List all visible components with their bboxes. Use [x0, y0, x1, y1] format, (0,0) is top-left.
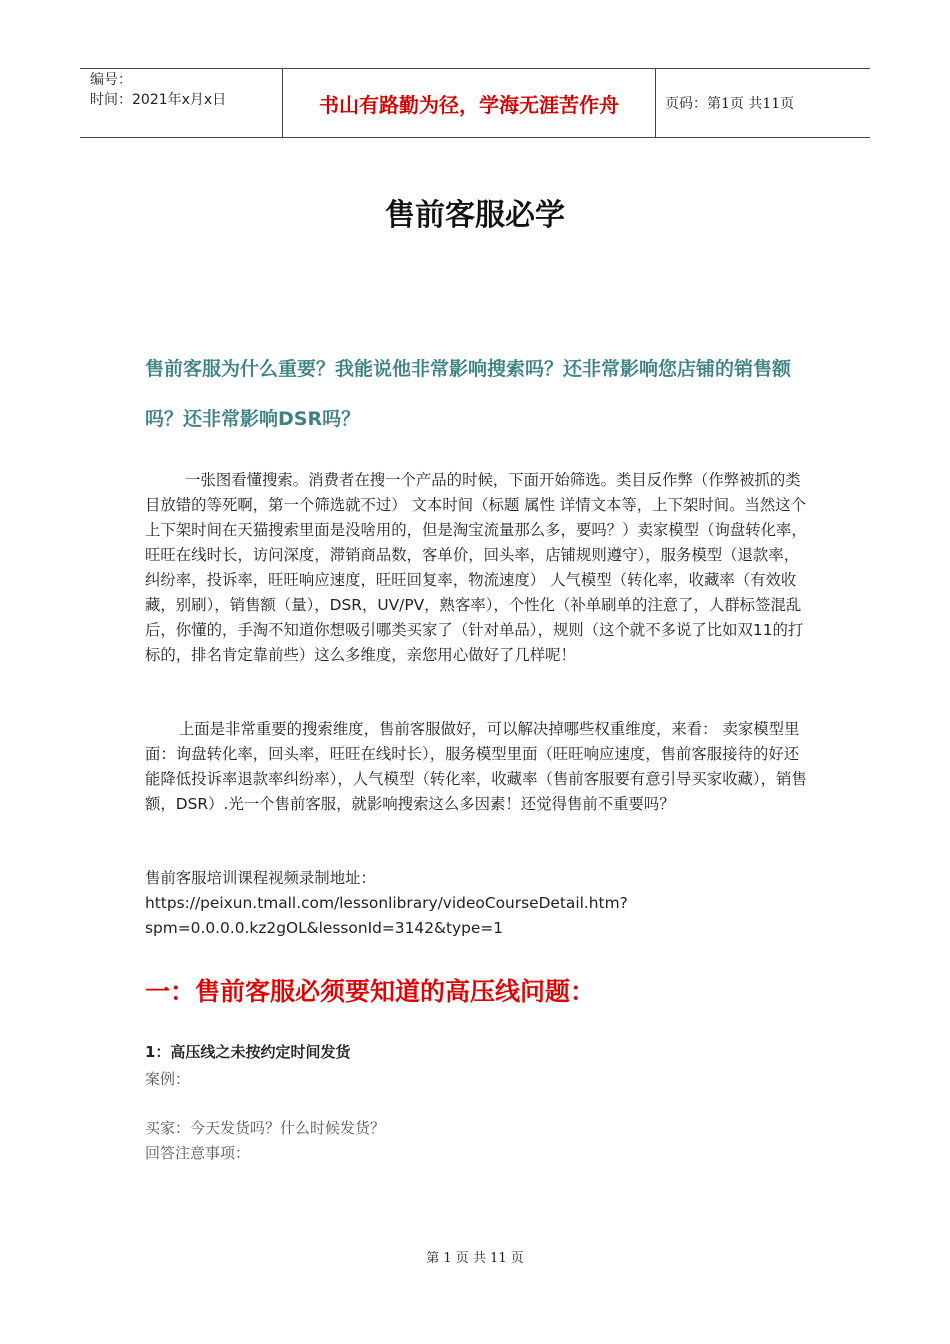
answer-notes-label: 回答注意事项：	[145, 1144, 251, 1162]
paragraph-presales-impact: 上面是非常重要的搜索维度，售前客服做好，可以解决掉哪些权重维度，来看： 卖家模型里面：询盘转化率，回头率，旺旺在线时长），服务模型里面（旺旺响应速度，售前客服接待的好还能降低投诉率退款率纠纷率），人气模型（转化率，收藏率（售前客服要有意引导买家收藏），销售额，DSR）.光一个售前客服，就影响搜索这么多因素！还觉得售前不重要吗？	[145, 720, 807, 813]
header-meta-cell	[80, 69, 283, 137]
section-heading: 一：售前客服必须要知道的高压线问题：	[145, 977, 596, 1006]
item-heading: 1：高压线之未按约定时间发货	[145, 1043, 351, 1061]
page-footer: 第 1 页 共 11 页	[426, 1251, 524, 1266]
training-link-paragraph: 售前客服培训课程视频录制地址：https://peixun.tmall.com/lessonlibrary/videoCourseDetail.htm?spm=0.0.0.0.kz2gOL&lessonId=3142&type=1	[145, 869, 628, 937]
paragraph-search-dimensions: 一张图看懂搜索。消费者在搜一个产品的时候，下面开始筛选。类目反作弊（作弊被抓的类目放错的等死啊，第一个筛选就不过） 文本时间（标题 属性 详情文本等，上下架时间。当然这个上下架时间在天猫搜索里面是没啥用的，但是淘宝流量那么多，要吗？）卖家模型（询盘转化率，旺旺在线时长，访问深度，滞销商品数，客单价，回头率，店铺规则遵守），服务模型（退款率，纠纷率，投诉率，旺旺响应速度，旺旺回复率，物流速度） 人气模型（转化率，收藏率（有效收藏，别刷），销售额（量），DSR，UV/PV，熟客率），个性化（补单刷单的注意了，人群标签混乱后，你懂的，手淘不知道你想吸引哪类买家了（针对单品），规则（这个就不多说了比如双11的打标的，排名肯定靠前些）这么多维度，亲您用心做好了几样呢！	[145, 471, 807, 664]
document-header	[80, 68, 870, 138]
time-label: 时间：2021年x月x日	[90, 92, 227, 108]
header-motto: 书山有路勤为径，学海无涯苦作舟	[283, 69, 656, 137]
case-label: 案例：	[145, 1070, 191, 1088]
document-title: 售前客服必学	[385, 198, 565, 233]
intro-heading: 售前客服为什么重要？我能说他非常影响搜索吗？还非常影响您店铺的销售额吗？还非常影响DSR吗？	[145, 358, 792, 430]
buyer-question: 买家：今天发货吗？什么时候发货？	[145, 1119, 386, 1137]
header-page-info: 页码：第1页 共11页	[665, 96, 795, 112]
code-label: 编号：	[90, 72, 132, 88]
